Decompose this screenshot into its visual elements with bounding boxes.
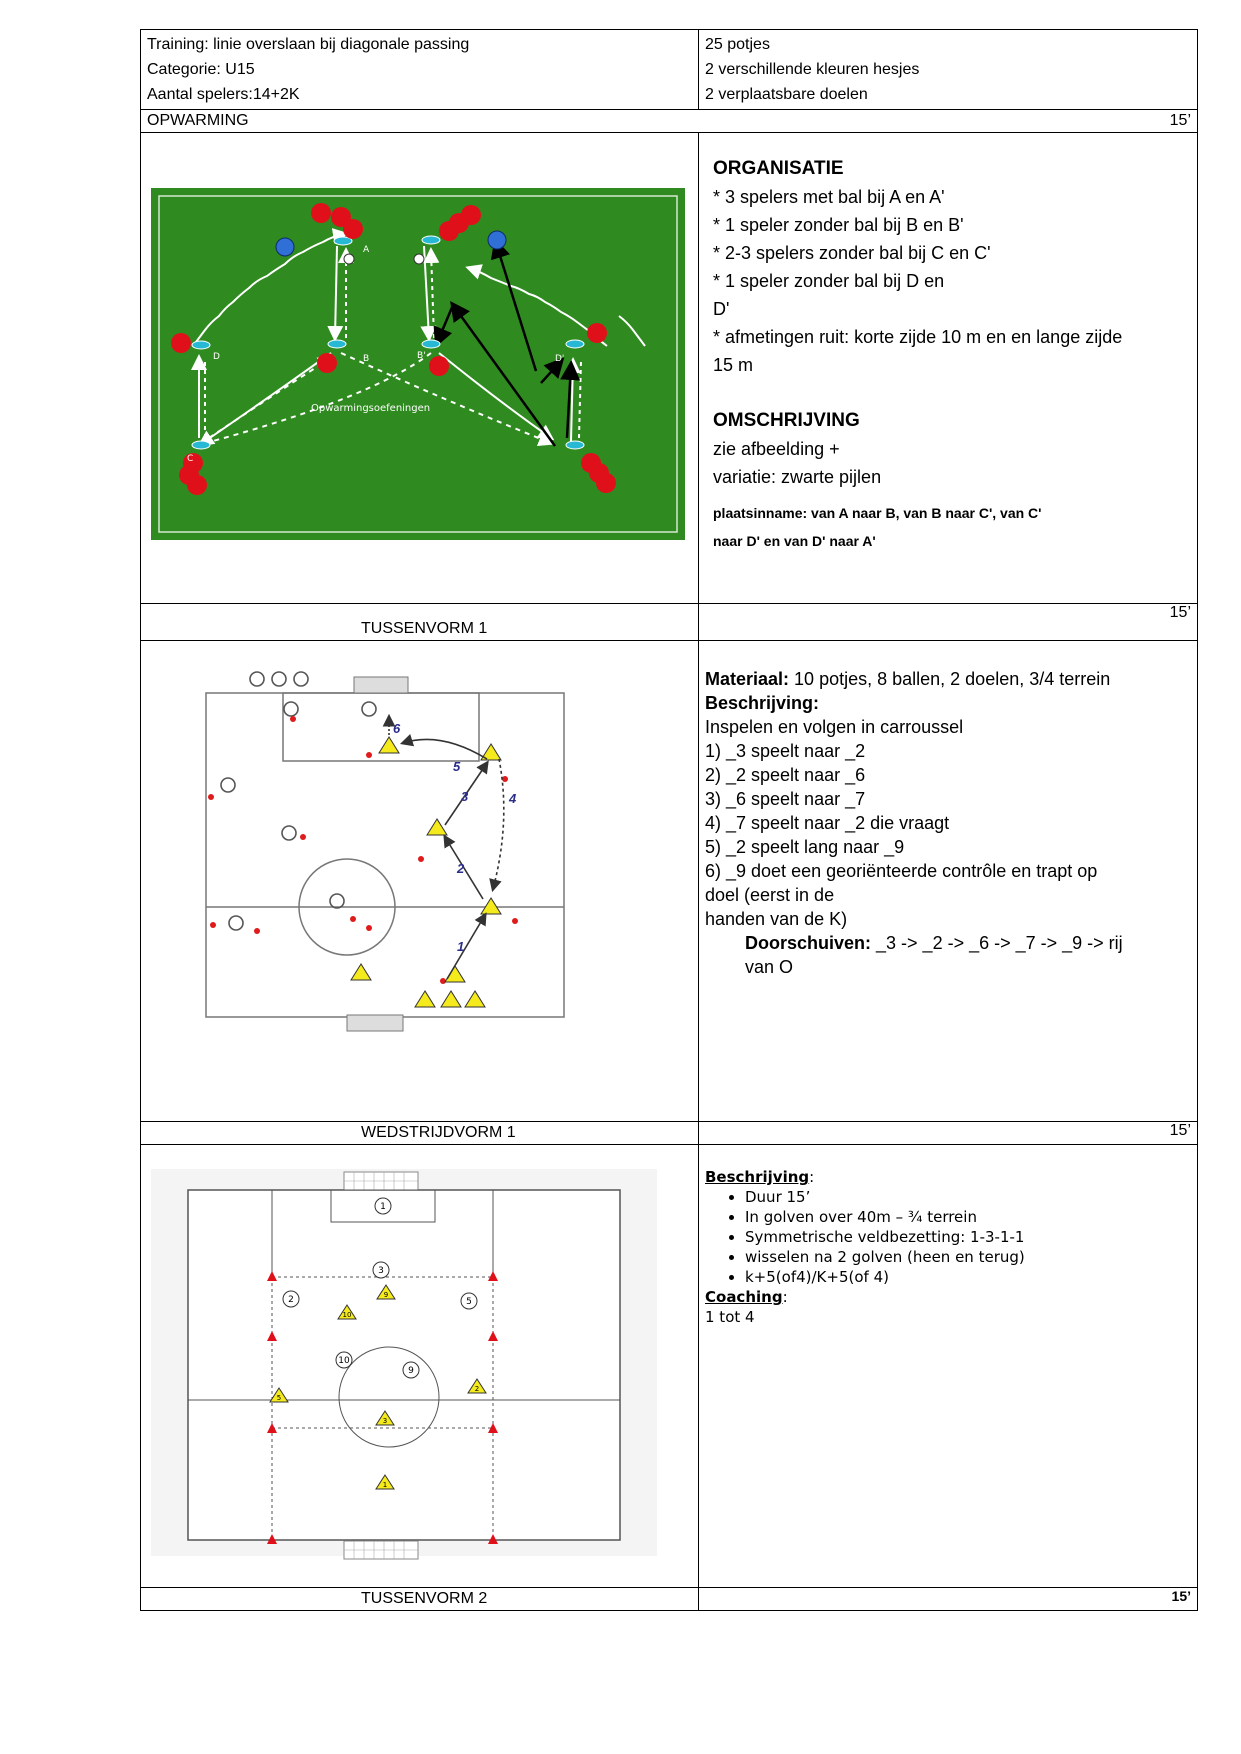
drill1-text (699, 641, 1198, 1122)
game1-text: Beschrijving: • Duur 15’ • In golven over 40m – ¾ terrein • Symmetrische veldbezetting: 1-3-1-1 • wisselen na 2 golven (heen en terug) • k+5(of4)/K+5(of 4) Coaching: 1 tot 4 (699, 1145, 1198, 1588)
material-label: Materiaal: (705, 669, 790, 689)
player-count: Aantal spelers:14+2K (147, 86, 300, 103)
section-title-cell (141, 1588, 699, 1611)
category: Categorie: U15 (147, 61, 255, 78)
arrow-number: 2 (457, 861, 465, 876)
triangle-number: 10 (342, 1311, 352, 1319)
diagram-caption: Opwarmingsoefeningen (311, 403, 431, 414)
org-line: * 1 speler zonder bal bij D en (713, 271, 945, 291)
section-duration: 15’ (1169, 604, 1191, 621)
desc-line: Inspelen en volgen in carroussel (705, 717, 964, 737)
section-title-cell (141, 1122, 699, 1145)
circle-number: 5 (466, 1297, 472, 1307)
list-item: • In golven over 40m – ¾ terrein (745, 1207, 1193, 1227)
game1-diagram-cell (141, 1145, 699, 1588)
note-line: naar D' en van D' naar A' (713, 533, 876, 549)
desc-line: zie afbeelding + (713, 439, 840, 459)
circle-number: 10 (338, 1356, 350, 1366)
org-line: * 3 spelers met bal bij A en A' (713, 187, 945, 207)
circle-number: 3 (378, 1266, 384, 1276)
section-title: TUSSENVORM 1 (361, 620, 488, 637)
arrow-number: 4 (509, 791, 517, 806)
step-line: handen van de K) (705, 909, 848, 929)
step-line: 4) _7 speelt naar _2 die vraagt (705, 813, 950, 833)
pitch-outline (188, 1190, 620, 1540)
description-label: Beschrijving: (705, 693, 820, 713)
pitch-outline (206, 693, 564, 1017)
arrow-number: 5 (453, 759, 461, 774)
warmup-text (699, 133, 1198, 604)
list-item: • k+5(of4)/K+5(of 4) (745, 1267, 1193, 1287)
marker-label: B (363, 354, 370, 364)
warmup-diagram (141, 133, 697, 603)
positioning-note (713, 499, 1193, 555)
list-item: • Symmetrische veldbezetting: 1-3-1-1 (745, 1227, 1193, 1247)
material-3: 2 verplaatsbare doelen (705, 86, 868, 103)
section-duration-cell (699, 604, 1198, 641)
triangle-number: 3 (382, 1417, 388, 1425)
drill1-diagram (141, 641, 697, 1121)
ball-icon (344, 254, 354, 264)
org-line: * afmetingen ruit: korte zijde 10 m en en lange zijde (713, 327, 1123, 347)
rotation-text-2: van O (745, 957, 794, 977)
coaching-text: 1 tot 4 (705, 1308, 755, 1326)
step-line: 1) _3 speelt naar _2 (705, 741, 866, 761)
description-label: Beschrijving (705, 1168, 810, 1186)
coaching-label: Coaching (705, 1288, 783, 1306)
step-line: 5) _2 speelt lang naar _9 (705, 837, 905, 857)
section-duration: 15’ (1169, 1122, 1191, 1139)
material-1: 25 potjes (705, 36, 770, 53)
header-left (141, 30, 699, 110)
triangle-number: 9 (383, 1291, 389, 1299)
triangle-number: 5 (276, 1394, 282, 1402)
marker-label: C (187, 454, 194, 464)
desc-line: variatie: zwarte pijlen (713, 467, 882, 487)
step-line: 3) _6 speelt naar _7 (705, 789, 866, 809)
step-line: 6) _9 doet een georiënteerde contrôle en trapt op (705, 861, 1098, 881)
section-title: OPWARMING (147, 112, 249, 129)
circle-number: 9 (408, 1366, 414, 1376)
list-item: • wisselen na 2 golven (heen en terug) (745, 1247, 1193, 1267)
step-line: 2) _2 speelt naar _6 (705, 765, 866, 785)
marker-label: D' (555, 354, 565, 364)
org-line: * 1 speler zonder bal bij B en B' (713, 215, 964, 235)
goal-top (354, 677, 408, 693)
material-2: 2 verschillende kleuren hesjes (705, 61, 920, 78)
org-line: 15 m (713, 355, 754, 375)
circle-number: 1 (380, 1202, 386, 1212)
material-text: 10 potjes, 8 ballen, 2 doelen, 3/4 terrein (789, 669, 1111, 689)
marker-label: A (363, 245, 370, 255)
triangle-number: 2 (474, 1385, 480, 1393)
drill1-diagram-cell (141, 641, 699, 1122)
arrow-number: 6 (393, 721, 401, 736)
section-title-warmup (141, 110, 1198, 133)
training-sheet (140, 29, 1198, 1611)
step-line: doel (eerst in de (705, 885, 835, 905)
marker-label: D (213, 352, 220, 362)
circle-number: 2 (288, 1295, 294, 1305)
org-line: D' (713, 299, 730, 319)
ball-icon (414, 254, 424, 264)
section-duration-cell (699, 1122, 1198, 1145)
section-duration: 15’ (1169, 112, 1191, 129)
game1-diagram (141, 1145, 697, 1585)
description-heading: OMSCHRIJVING (713, 410, 860, 431)
arrow-number: 1 (457, 939, 465, 954)
arrow-number: 3 (461, 789, 469, 804)
goal-bottom (347, 1015, 403, 1031)
list-item: • Duur 15’ (745, 1187, 1193, 1207)
section-duration: 15’ (1171, 1588, 1191, 1604)
header-right (699, 30, 1198, 110)
organisation-heading: ORGANISATIE (713, 158, 844, 179)
training-title: Training: linie overslaan bij diagonale passing (147, 36, 470, 53)
section-duration-cell (699, 1588, 1198, 1611)
org-line: * 2-3 spelers zonder bal bij C en C' (713, 243, 991, 263)
rotation-text: _3 -> _2 -> _6 -> _7 -> _9 -> rij (871, 933, 1123, 953)
description-list (705, 1187, 1193, 1287)
note-line: plaatsinname: van A naar B, van B naar C', van C' (713, 505, 1042, 521)
triangle-number: 1 (382, 1481, 388, 1489)
warmup-diagram-cell (141, 133, 699, 604)
marker-label: B' (417, 351, 426, 361)
rotation-label: Doorschuiven: (745, 933, 872, 953)
section-title: WEDSTRIJDVORM 1 (361, 1124, 516, 1141)
section-title: TUSSENVORM 2 (361, 1590, 488, 1607)
section-title-cell (141, 604, 699, 641)
